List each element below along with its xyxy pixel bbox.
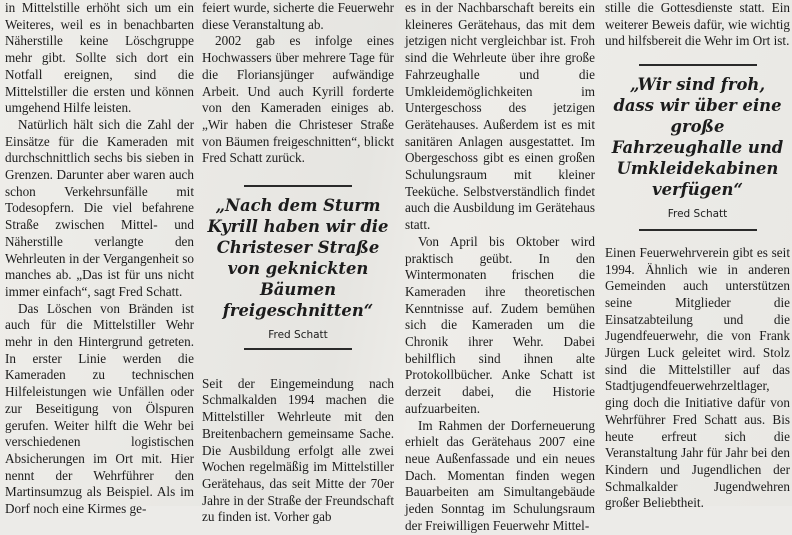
paragraph: in Mittelstille erhöht sich um ein Weiteres, weil es in benachbarten Näherstille keine Löschgruppe mehr gibt. Sollte sich dort ein Notfall ereignen, sind die Mittelstiller die ersten und können umgehend Hilfe leisten.	[5, 0, 194, 116]
paragraph: Von April bis Oktober wird praktisch geübt. In den Wintermonaten frischen die Kameraden ihre theoretischen Kenntnisse auf. Zudem bemühen sich die Kameraden um die Chronik ihrer Wehr. Dabei behilflich sind ihnen alte Protokollbücher. Anke Schatt ist derzeit dabei, die Historie aufzuarbeiten.	[405, 233, 595, 416]
paragraph: 2002 gab es infolge eines Hochwassers über mehrere Tage für die Floriansjünger aufwändige Arbeit. Und auch Kyrill forderte von den Kameraden einiges ab. „Wir haben die Christeser Straße von Bäumen freigeschnitten“, blickt Fred Schatt zurück.	[202, 33, 394, 166]
quote-byline: Fred Schatt	[667, 208, 728, 221]
pull-quote: „Wir sind froh, dass wir über eine große Fahrzeughalle und Umkleidekabinen verfügen“	[611, 75, 784, 200]
pull-quote: „Nach dem Sturm Kyrill haben wir die Christeser Straße von geknickten Bäumen freigeschnitten“	[207, 196, 389, 321]
column-1	[5, 0, 194, 517]
paragraph: Seit der Eingemeindung nach Schmalkalden 1994 machen die Mittelstiller Wehrleute mit den Breitenbachern gemeinsame Sache. Die Ausbildung erfolgt alle zwei Wochen regelmäßig im Mittelstiller Gerätehaus, das seit Mitte der 70er Jahre in der Straße der Freundschaft zu finden ist. Vorher gab	[202, 375, 394, 525]
paragraph: Das Löschen von Bränden ist auch für die Mittelstiller Wehr mehr in den Hintergrund getreten. In erster Linie werden die Kameraden zu technischen Hilfeleistungen wie Unfällen oder zur Beseitigung von Ölspuren gerufen. Weiter hilft die Wehr bei verschiedenen logistischen Absicherungen im Ort mit. Hier nennt der Wehrführer den Martinsumzug als Beispiel. Als im Dorf noch eine Kirmes ge-	[5, 300, 194, 517]
paragraph: Natürlich hält sich die Zahl der Einsätze für die Kameraden mit durchschnittlich sechs bis sieben in Grenzen. Darunter aber waren auch schon Verkehrsunfälle mit Todesopfern. Die viel befahrene Straße zwischen Mittel- und Näherstille verlangte den Wehrleuten in der Vergangenheit so manches ab. „Das ist für uns nicht immer einfach“, sagt Fred Schatt.	[5, 116, 194, 299]
column-2	[202, 0, 394, 525]
quote-byline: Fred Schatt	[268, 329, 328, 342]
paragraph: es in der Nachbarschaft bereits ein kleineres Gerätehaus, das mit dem jetzigen nicht vergleichbar ist. Froh sind die Wehrleute über ihre große Fahrzeughalle und die Umkleidemöglichkeiten im Untergeschoss des jetzigen Gerätehauses. Außerdem ist es mit sanitären Anlagen ausgestattet. Im Obergeschoss gibt es einen großen Schulungsraum mit kleiner Teeküche. Selbstverständlich findet auch die Ausbildung im Gerätehaus statt.	[405, 0, 595, 233]
paragraph: Einen Feuerwehrverein gibt es seit 1994. Ähnlich wie in anderen Gemeinden auch unterstützen seine Mitglieder die Einsatzabteilung und die Jugendfeuerwehr, die von Frank Jürgen Luck geleitet wird. Stolz sind die Mittelstiller auf das Stadtjugendfeuerwehrzeltlager, ging doch die Initiative dafür von Wehrführer Fred Schatt aus. Bis heute erfreut sich die Veranstaltung Jahr für Jahr bei den Kindern und Jugendlichen der Schmalkalder Jugendwehren großer Beliebtheit.	[605, 244, 790, 511]
paragraph: feiert wurde, sicherte die Feuerwehr diese Veranstaltung ab.	[202, 0, 394, 32]
column-3	[405, 0, 595, 533]
paragraph: Im Rahmen der Dorferneuerung erhielt das Gerätehaus 2007 eine neue Außenfassade und ein neues Dach. Momentan finden wegen Bauarbeiten am Simultangebäude jeden Sonntag im Schulungsraum der Freiwilligen Feuerwehr Mittel-	[405, 417, 595, 533]
paragraph: stille die Gottesdienste statt. Ein weiterer Beweis dafür, wie wichtig und hilfsbereit die Wehr im Ort ist.	[605, 0, 790, 49]
column-4	[605, 0, 790, 511]
